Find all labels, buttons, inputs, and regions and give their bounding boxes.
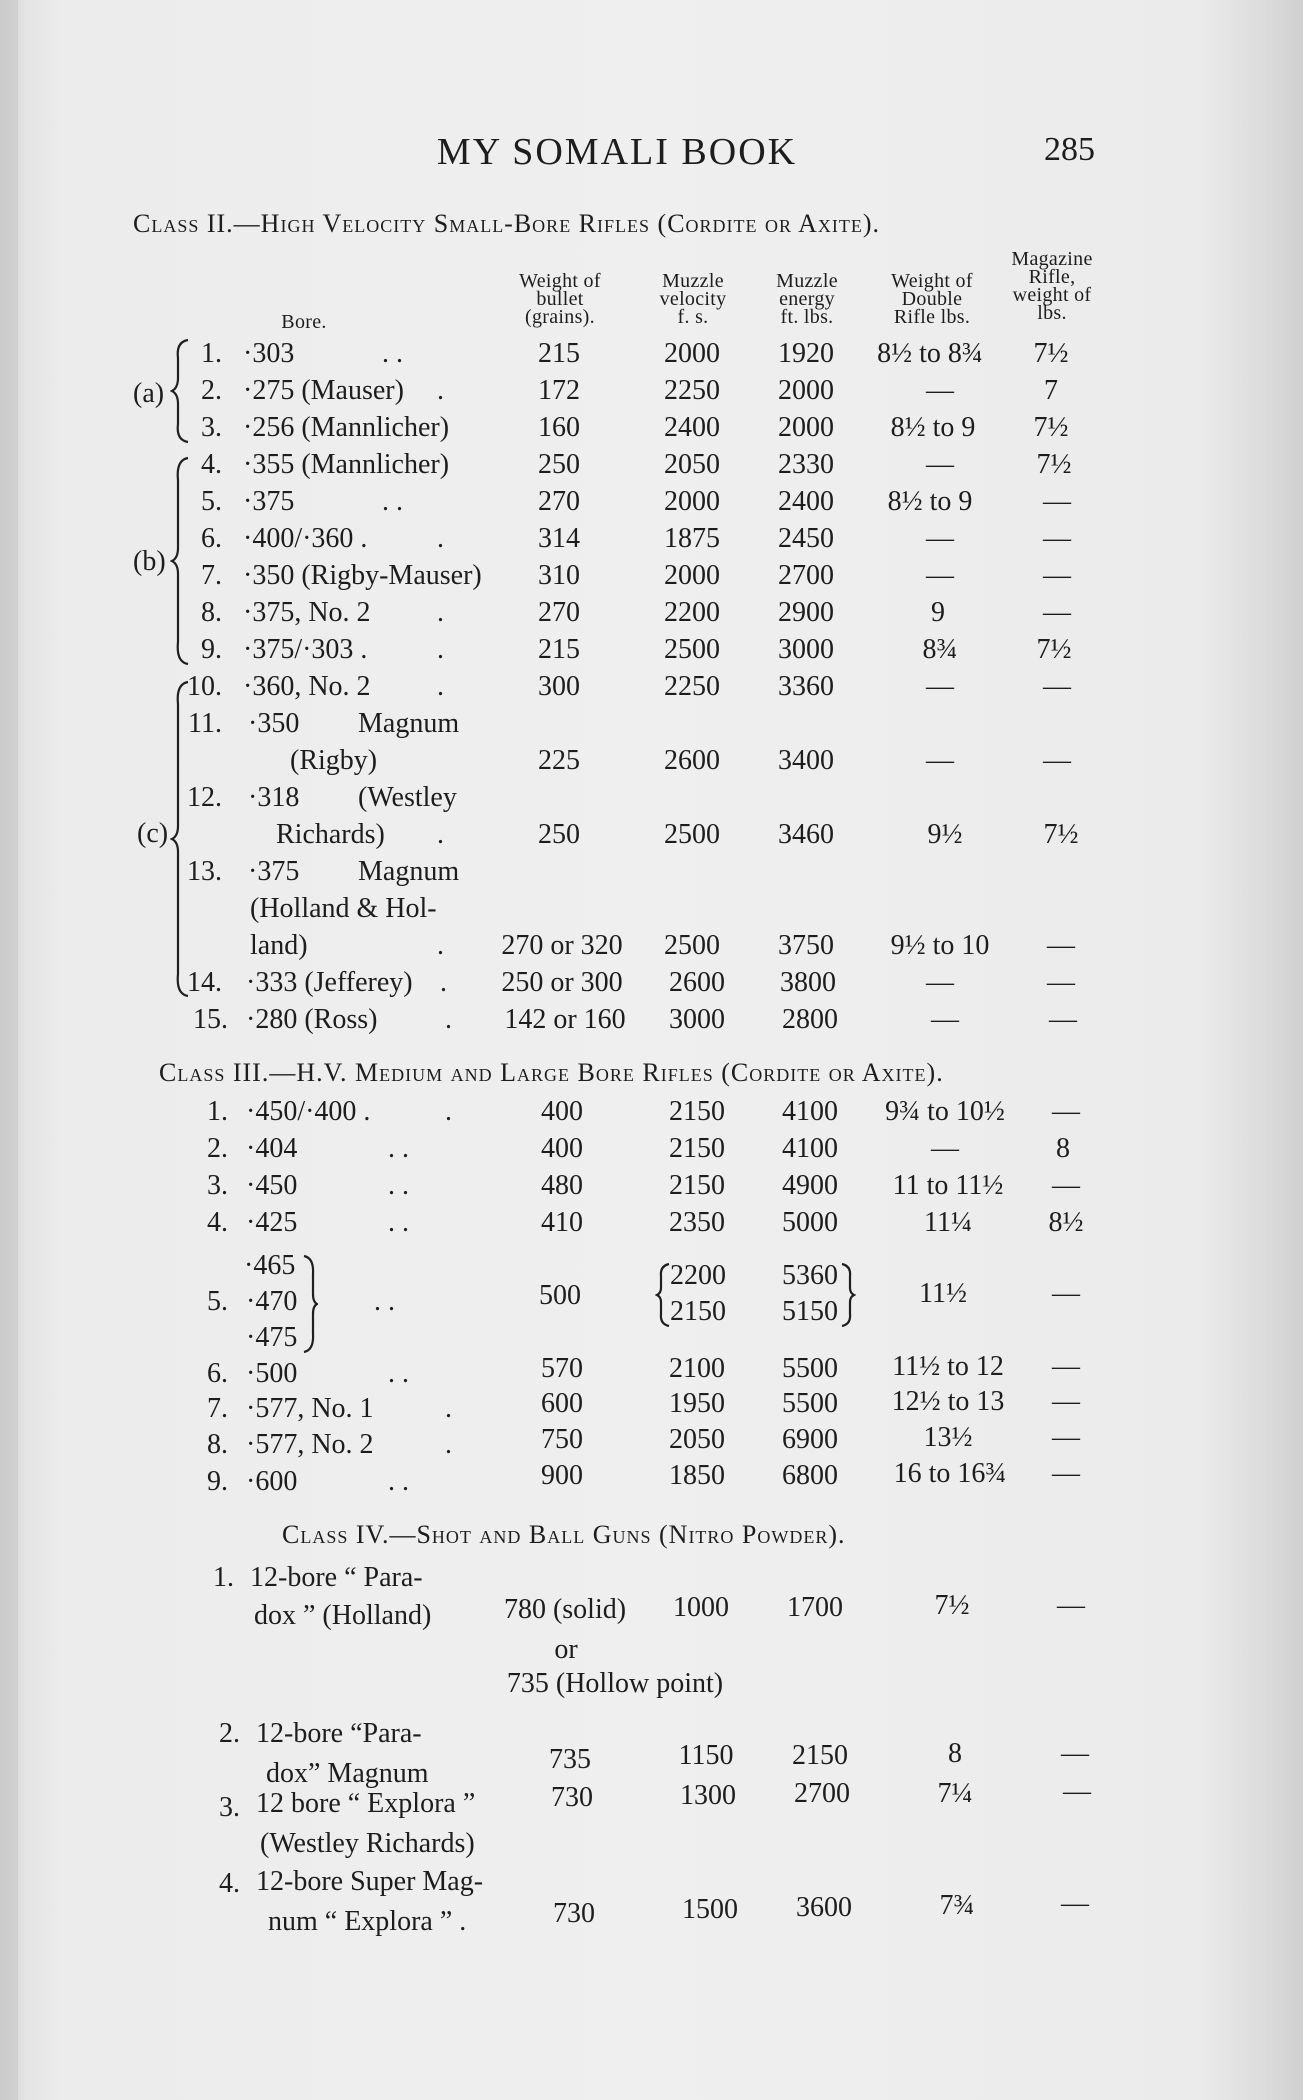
- row-double-rifle: 9: [931, 597, 945, 628]
- row-number: 3.: [201, 412, 222, 443]
- row-double-rifle: —: [926, 671, 954, 702]
- row-energy: 3600: [796, 1892, 852, 1923]
- row-magazine-rifle: —: [1052, 1386, 1080, 1417]
- row-weight: 400: [541, 1096, 583, 1127]
- row-number: 4.: [207, 1207, 228, 1238]
- row-magazine-rifle: —: [1063, 1776, 1091, 1807]
- row-bore-line2: dox” Magnum: [266, 1758, 429, 1789]
- row-bore-line1a: ·375: [248, 856, 300, 887]
- row-bore: ·425: [246, 1207, 298, 1238]
- header-velocity: Muzzle velocity f. s.: [659, 270, 727, 328]
- group-label-a: (a): [133, 378, 165, 409]
- row-magazine-rifle: —: [1047, 967, 1075, 998]
- row-energy: 2800: [782, 1004, 838, 1035]
- row-leader: . .: [382, 338, 403, 369]
- row-weight: 400: [541, 1133, 583, 1164]
- row-velocity: 2350: [669, 1207, 725, 1238]
- page-number: 285: [1044, 131, 1095, 168]
- row-weight-alt: 735 (Hollow point): [506, 1668, 724, 1699]
- row-double-rifle: 7¼: [937, 1778, 973, 1809]
- row-double-rifle: 13½: [923, 1422, 973, 1453]
- row-leader: .: [445, 1004, 452, 1035]
- row-magazine-rifle: 8: [1056, 1133, 1070, 1164]
- row-velocity: 2000: [664, 338, 720, 369]
- header-energy: Muzzle energy ft. lbs.: [776, 270, 838, 328]
- row-energy-2: 5150: [782, 1296, 838, 1327]
- row-velocity: 2250: [664, 671, 720, 702]
- row-double-rifle: 8½ to 9: [890, 412, 976, 443]
- row-bore: ·275 (Mauser): [243, 375, 404, 406]
- row-energy: 2330: [778, 449, 834, 480]
- row-magazine-rifle: 7½: [1033, 412, 1069, 443]
- row-weight: 735: [549, 1744, 591, 1775]
- row-bore: ·375: [243, 486, 295, 517]
- row-number: 1.: [201, 338, 222, 369]
- row-magazine-rifle: —: [1043, 745, 1071, 776]
- row-bore: ·450/·400 .: [246, 1096, 371, 1127]
- row-bore-line2: (Rigby): [290, 745, 378, 776]
- brace-bores-right: [302, 1254, 318, 1354]
- row-magazine-rifle: —: [1052, 1096, 1080, 1127]
- row-double-rifle: —: [926, 449, 954, 480]
- row-magazine-rifle: —: [1049, 1004, 1077, 1035]
- row-weight: 314: [538, 523, 580, 554]
- row-bore: ·400/·360 .: [243, 523, 368, 554]
- row-bore-line1: 12-bore “ Para-: [250, 1562, 423, 1593]
- row-number: 5.: [201, 486, 222, 517]
- row-double-rifle: 7½: [934, 1590, 970, 1621]
- row-leader: .: [445, 1096, 452, 1127]
- row-number: 10.: [187, 671, 222, 702]
- row-bore-line1a: ·318: [248, 782, 300, 813]
- row-number: 2.: [201, 375, 222, 406]
- row-leader: . .: [388, 1170, 409, 1201]
- row-number: 11.: [188, 708, 222, 739]
- row-velocity-2: 2150: [670, 1296, 726, 1327]
- row-double-rifle: 11½: [919, 1278, 967, 1309]
- row-velocity: 2050: [669, 1424, 725, 1455]
- brace-a: [170, 338, 192, 444]
- row-bore-line3: land): [250, 930, 308, 961]
- row-number: 7.: [201, 560, 222, 591]
- row-weight: 270: [538, 597, 580, 628]
- row-velocity-1: 2200: [670, 1260, 726, 1291]
- row-weight: 270 or 320: [501, 930, 623, 961]
- row-bore: ·375/·303 .: [243, 634, 368, 665]
- row-energy: 2700: [794, 1778, 850, 1809]
- row-magazine-rifle: —: [1043, 560, 1071, 591]
- row-energy: 3400: [778, 745, 834, 776]
- row-leader: .: [437, 930, 444, 961]
- row-double-rifle: 11 to 11½: [892, 1170, 1004, 1201]
- row-double-rifle: 9¾ to 10½: [885, 1096, 1005, 1127]
- row-leader: .: [437, 523, 444, 554]
- row-leader: .: [437, 375, 444, 406]
- row-weight: 250 or 300: [501, 967, 623, 998]
- row-number: 1.: [207, 1096, 228, 1127]
- row-bore-470: ·470: [246, 1286, 298, 1317]
- row-energy: 4100: [782, 1133, 838, 1164]
- row-velocity: 2600: [664, 745, 720, 776]
- row-leader: .: [440, 967, 447, 998]
- row-velocity: 2150: [669, 1170, 725, 1201]
- row-bore: ·360, No. 2: [243, 671, 371, 702]
- row-leader: . .: [374, 1286, 395, 1317]
- row-magazine-rifle: —: [1057, 1590, 1085, 1621]
- row-bore-line2: Richards): [276, 819, 385, 850]
- row-energy: 4100: [782, 1096, 838, 1127]
- row-velocity: 2250: [664, 375, 720, 406]
- row-energy: 3460: [778, 819, 834, 850]
- row-velocity: 1875: [664, 523, 720, 554]
- row-magazine-rifle: 7: [1044, 375, 1058, 406]
- row-double-rifle: 9½: [927, 819, 963, 850]
- row-bore: ·600: [246, 1466, 298, 1497]
- class2-heading: Class II.—High Velocity Small-Bore Rifles (Cordite or Axite).: [133, 209, 881, 238]
- row-bore: ·450: [246, 1170, 298, 1201]
- row-weight: 900: [541, 1460, 583, 1491]
- brace-velocity-left: [655, 1262, 671, 1328]
- row-number: 2.: [219, 1718, 240, 1749]
- row-double-rifle: 11¼: [924, 1207, 972, 1238]
- row-double-rifle: —: [926, 967, 954, 998]
- row-double-rifle: 16 to 16¾: [893, 1458, 1007, 1489]
- row-number: 3.: [219, 1792, 240, 1823]
- row-velocity: 2500: [664, 819, 720, 850]
- row-magazine-rifle: —: [1052, 1278, 1080, 1309]
- row-energy: 2000: [778, 375, 834, 406]
- row-velocity: 1500: [682, 1894, 738, 1925]
- class3-heading: Class III.—H.V. Medium and Large Bore Rifles (Cordite or Axite).: [159, 1058, 944, 1087]
- row-energy: 5500: [782, 1353, 838, 1384]
- row-bore: ·303: [243, 338, 295, 369]
- row-weight-or: or: [554, 1634, 578, 1665]
- row-number: 13.: [187, 856, 222, 887]
- row-energy: 6900: [782, 1424, 838, 1455]
- row-velocity: 2600: [669, 967, 725, 998]
- row-energy: 3750: [778, 930, 834, 961]
- row-number: 14.: [187, 967, 222, 998]
- group-label-b: (b): [133, 546, 166, 577]
- row-weight: 215: [538, 634, 580, 665]
- row-weight: 300: [538, 671, 580, 702]
- row-bore: ·280 (Ross): [246, 1004, 378, 1035]
- row-magazine-rifle: —: [1061, 1738, 1089, 1769]
- row-double-rifle: 8¾: [922, 634, 958, 665]
- row-energy: 3360: [778, 671, 834, 702]
- header-magazine-rifle: Magazine Rifle, weight of lbs.: [1011, 248, 1093, 324]
- row-number: 9.: [201, 634, 222, 665]
- row-bore: ·350 (Rigby-Mauser): [243, 560, 482, 591]
- row-bore-line1a: ·350: [248, 708, 300, 739]
- row-energy: 2900: [778, 597, 834, 628]
- row-magazine-rifle: 7½: [1043, 819, 1079, 850]
- row-bore: ·404: [246, 1133, 298, 1164]
- row-velocity: 1850: [669, 1460, 725, 1491]
- row-magazine-rifle: —: [1052, 1458, 1080, 1489]
- row-leader: . .: [382, 486, 403, 517]
- row-weight: 730: [551, 1782, 593, 1813]
- row-weight: 250: [538, 819, 580, 850]
- row-velocity: 3000: [669, 1004, 725, 1035]
- row-velocity: 2150: [669, 1133, 725, 1164]
- header-double-rifle: Weight of Double Rifle lbs.: [891, 270, 973, 328]
- row-energy: 2400: [778, 486, 834, 517]
- row-bore: ·500: [246, 1358, 298, 1389]
- row-weight: 225: [538, 745, 580, 776]
- row-leader: .: [445, 1429, 452, 1460]
- row-double-rifle: —: [926, 523, 954, 554]
- row-velocity: 2150: [669, 1096, 725, 1127]
- row-weight: 500: [539, 1280, 581, 1311]
- row-double-rifle: 9½ to 10: [890, 930, 990, 961]
- row-double-rifle: —: [926, 745, 954, 776]
- row-energy: 2150: [792, 1740, 848, 1771]
- row-bore-line1: 12 bore “ Explora ”: [256, 1788, 476, 1819]
- row-number: 9.: [207, 1466, 228, 1497]
- row-weight: 410: [541, 1207, 583, 1238]
- row-double-rifle: 7¾: [939, 1890, 975, 1921]
- row-number: 15.: [193, 1004, 228, 1035]
- row-weight: 215: [538, 338, 580, 369]
- row-velocity: 2400: [664, 412, 720, 443]
- row-bore-line2: (Holland & Hol-: [250, 893, 437, 924]
- row-number: 8.: [201, 597, 222, 628]
- row-number: 4.: [219, 1868, 240, 1899]
- row-leader: . .: [388, 1133, 409, 1164]
- row-bore: ·375, No. 2: [243, 597, 371, 628]
- row-double-rifle: 8½ to 8¾: [877, 338, 983, 369]
- row-number: 7.: [207, 1393, 228, 1424]
- row-leader: .: [437, 819, 444, 850]
- row-weight: 480: [541, 1170, 583, 1201]
- row-velocity: 2050: [664, 449, 720, 480]
- row-velocity: 1150: [678, 1740, 734, 1771]
- row-double-rifle: 8½ to 9: [887, 486, 973, 517]
- row-magazine-rifle: 8½: [1048, 1207, 1084, 1238]
- row-velocity: 2500: [664, 634, 720, 665]
- row-double-rifle: 8: [948, 1738, 962, 1769]
- row-magazine-rifle: —: [1043, 597, 1071, 628]
- row-energy-1: 5360: [782, 1260, 838, 1291]
- row-energy: 6800: [782, 1460, 838, 1491]
- class4-heading: Class IV.—Shot and Ball Guns (Nitro Powder).: [282, 1520, 846, 1549]
- row-bore: ·577, No. 1: [246, 1393, 374, 1424]
- row-number: 1.: [213, 1562, 234, 1593]
- row-number: 5.: [207, 1286, 228, 1317]
- row-energy: 1920: [778, 338, 834, 369]
- row-magazine-rifle: —: [1052, 1170, 1080, 1201]
- row-bore-line2: (Westley Richards): [260, 1828, 475, 1859]
- row-magazine-rifle: —: [1043, 671, 1071, 702]
- row-number: 12.: [187, 782, 222, 813]
- row-weight: 310: [538, 560, 580, 591]
- row-leader: . .: [388, 1358, 409, 1389]
- row-energy: 1700: [787, 1592, 843, 1623]
- row-leader: . .: [388, 1207, 409, 1238]
- row-magazine-rifle: 7½: [1033, 338, 1069, 369]
- row-weight: 142 or 160: [504, 1004, 626, 1035]
- row-number: 3.: [207, 1170, 228, 1201]
- row-double-rifle: —: [931, 1004, 959, 1035]
- row-energy: 3000: [778, 634, 834, 665]
- row-energy: 5000: [782, 1207, 838, 1238]
- row-number: 4.: [201, 449, 222, 480]
- row-weight: 750: [541, 1424, 583, 1455]
- row-leader: .: [437, 597, 444, 628]
- row-velocity: 1000: [673, 1592, 729, 1623]
- row-magazine-rifle: —: [1043, 523, 1071, 554]
- row-bore: ·333 (Jefferey): [246, 967, 413, 998]
- group-label-c: (c): [137, 818, 169, 849]
- row-bore-475: ·475: [246, 1322, 298, 1353]
- row-energy: 3800: [780, 967, 836, 998]
- header-bore: Bore.: [281, 311, 327, 333]
- row-bore: ·256 (Mannlicher): [243, 412, 450, 443]
- row-energy: 2450: [778, 523, 834, 554]
- row-velocity: 2100: [669, 1353, 725, 1384]
- row-double-rifle: —: [931, 1133, 959, 1164]
- row-weight: 570: [541, 1353, 583, 1384]
- row-double-rifle: —: [926, 375, 954, 406]
- row-magazine-rifle: 7½: [1036, 449, 1072, 480]
- row-magazine-rifle: 7½: [1036, 634, 1072, 665]
- header-weight: Weight of bullet (grains).: [519, 270, 601, 328]
- row-leader: . .: [388, 1466, 409, 1497]
- row-bore-line1: 12-bore “Para-: [256, 1718, 422, 1749]
- row-velocity: 2500: [664, 930, 720, 961]
- row-leader: .: [437, 671, 444, 702]
- row-weight: 780 (solid): [503, 1594, 627, 1625]
- row-weight: 172: [538, 375, 580, 406]
- row-velocity: 1950: [669, 1388, 725, 1419]
- row-magazine-rifle: —: [1052, 1351, 1080, 1382]
- row-velocity: 2000: [664, 486, 720, 517]
- brace-b: [170, 456, 192, 666]
- row-velocity: 2200: [664, 597, 720, 628]
- row-number: 6.: [207, 1358, 228, 1389]
- row-bore-line2: num “ Explora ” .: [268, 1906, 467, 1937]
- row-leader: .: [445, 1393, 452, 1424]
- row-bore-line2: dox ” (Holland): [254, 1600, 432, 1631]
- row-double-rifle: 11½ to 12: [892, 1351, 1004, 1382]
- row-magazine-rifle: —: [1047, 930, 1075, 961]
- row-bore-line1b: (Westley: [358, 782, 457, 813]
- row-double-rifle: —: [926, 560, 954, 591]
- row-magazine-rifle: —: [1061, 1888, 1089, 1919]
- row-bore-line1: 12-bore Super Mag-: [256, 1866, 484, 1897]
- row-weight: 600: [541, 1388, 583, 1419]
- row-bore: ·355 (Mannlicher): [243, 449, 450, 480]
- row-bore-line1b: Magnum: [358, 708, 460, 739]
- row-energy: 5500: [782, 1388, 838, 1419]
- row-weight: 730: [553, 1898, 595, 1929]
- row-energy: 2700: [778, 560, 834, 591]
- row-weight: 160: [538, 412, 580, 443]
- row-energy: 2000: [778, 412, 834, 443]
- row-weight: 270: [538, 486, 580, 517]
- row-bore-465: ·465: [244, 1250, 296, 1281]
- row-bore: ·577, No. 2: [246, 1429, 374, 1460]
- brace-energy-right: [840, 1262, 856, 1328]
- row-energy: 4900: [782, 1170, 838, 1201]
- row-double-rifle: 12½ to 13: [891, 1386, 1005, 1417]
- row-number: 6.: [201, 523, 222, 554]
- row-velocity: 2000: [664, 560, 720, 591]
- row-leader: .: [437, 634, 444, 665]
- row-number: 8.: [207, 1429, 228, 1460]
- row-magazine-rifle: —: [1043, 486, 1071, 517]
- row-magazine-rifle: —: [1052, 1422, 1080, 1453]
- row-bore-line1b: Magnum: [358, 856, 460, 887]
- row-number: 2.: [207, 1133, 228, 1164]
- running-title: MY SOMALI BOOK: [436, 131, 798, 173]
- row-weight: 250: [538, 449, 580, 480]
- row-velocity: 1300: [680, 1780, 736, 1811]
